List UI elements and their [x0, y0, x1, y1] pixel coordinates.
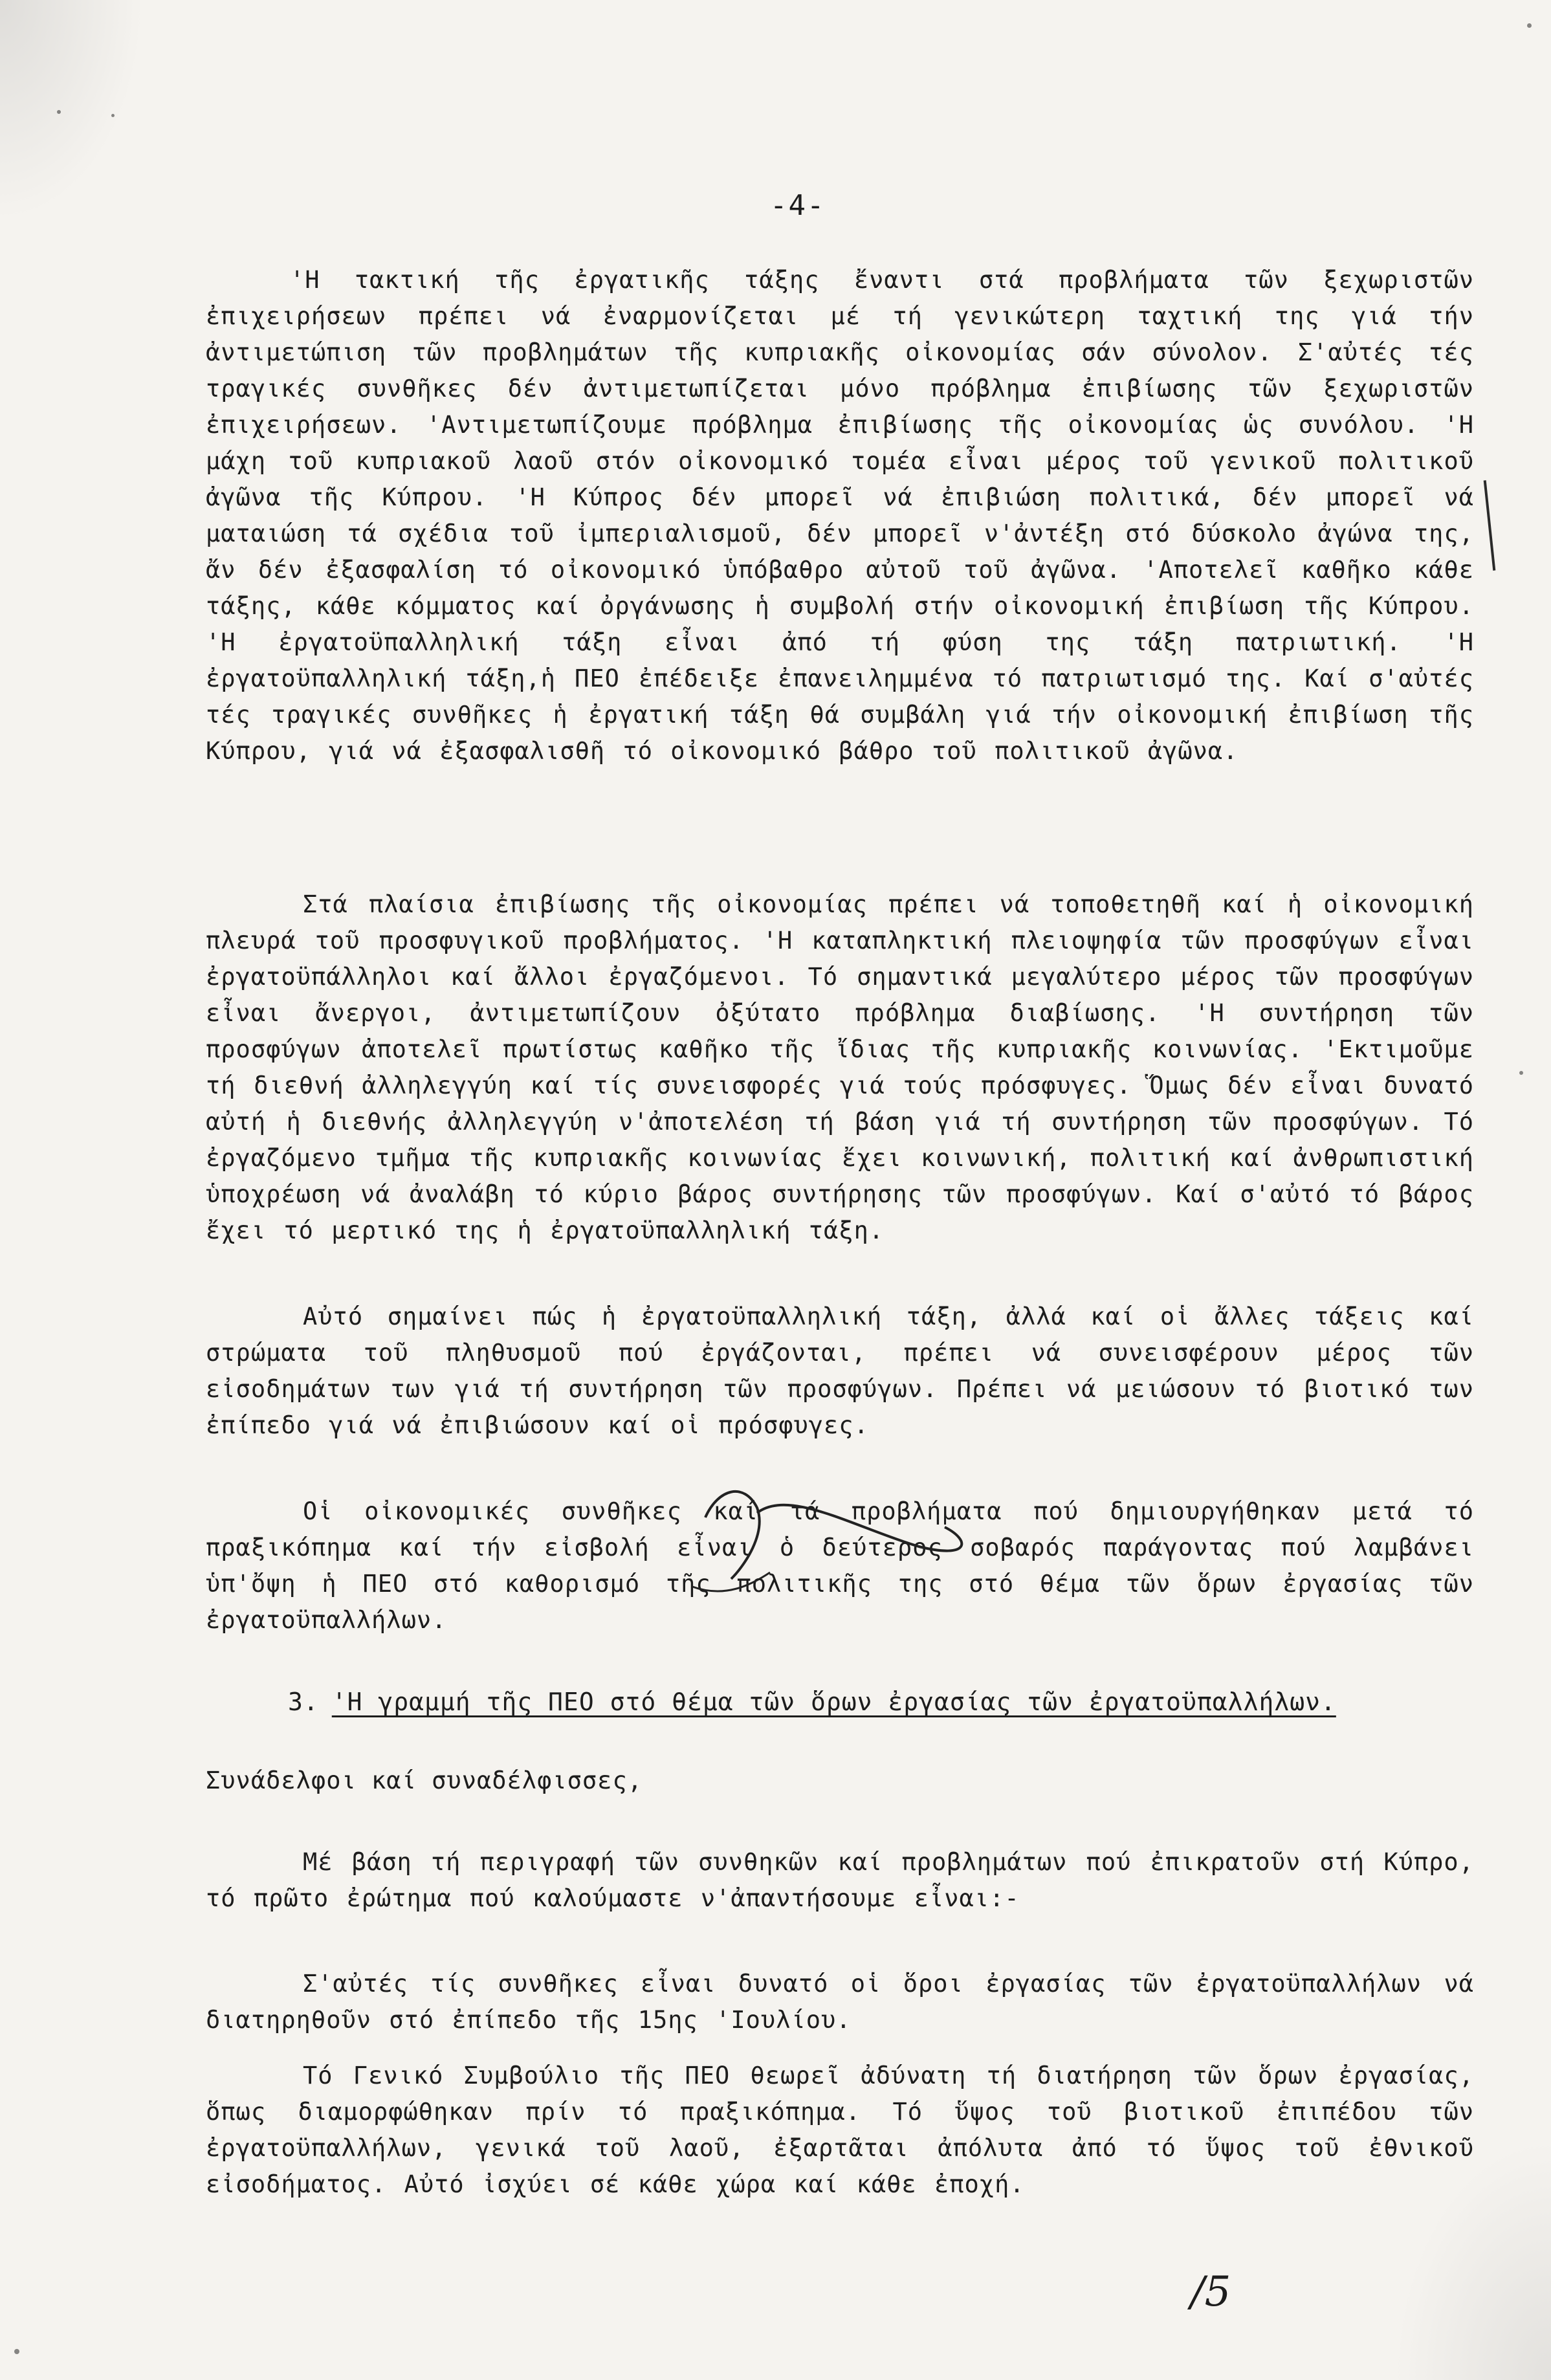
section-heading — [288, 1688, 1336, 1716]
section-title: 'Η γραμμή τῆς ΠΕΟ στό θέμα τῶν ὅρων ἐργασίας τῶν ἐργατοϋπαλλήλων. — [331, 1688, 1336, 1716]
paragraph-income-contribution: Αὐτό σημαίνει πώς ἡ ἐργατοϋπαλληλική τάξη, ἀλλά καί οἱ ἄλλες τάξεις καί στρώματα τοῦ πληθυσμοῦ πού ἐργάζονται, πρέπει νά συνεισφέρουν μέρος τῶν εἰσοδημάτων των γιά τή συντήρηση τῶν προσφύγων. Πρέπει νά μειώσουν τό βιοτικό των ἐπίπεδο γιά νά ἐπιβιώσουν καί οἱ πρόσφυγες. — [206, 1303, 1474, 1439]
page-number: -4- — [770, 189, 826, 222]
paragraph-general-council: Τό Γενικό Συμβούλιο τῆς ΠΕΟ θεωρεῖ ἀδύνατη τή διατήρηση τῶν ὅρων ἐργασίας, ὅπως διαμορφώθηκαν πρίν τό πραξικόπημα. Τό ὕψος τοῦ βιοτικοῦ ἐπιπέδου τῶν ἐργατοϋπαλλήλων, γενικά τοῦ λαοῦ, ἐξαρτᾶται ἀπόλυτα ἀπό τό ὕψος τοῦ ἐθνικοῦ εἰσοδήματος. Αὐτό ἰσχύει σέ κάθε χώρα καί κάθε ἐποχή. — [206, 2062, 1474, 2198]
paragraph-refugees: Στά πλαίσια ἐπιβίωσης τῆς οἰκονομίας πρέπει νά τοποθετηθῆ καί ἡ οἰκονομική πλευρά τοῦ προσφυγικοῦ προβλήματος. 'Η καταπληκτική πλειοψηφία τῶν προσφύγων εἶναι ἐργατοϋπάλληλοι καί ἄλλοι ἐργαζόμενοι. Τό σημαντικά μεγαλύτερο μέρος τῶν προσφύγων εἶναι ἄνεργοι, ἀντιμετωπίζουν ὀξύτατο πρόβλημα διαβίωσης. 'Η συντήρηση τῶν προσφύγων ἀποτελεῖ πρωτίστως καθῆκο τῆς ἴδιας τῆς κυπριακῆς κοινωνίας. 'Εκτιμοῦμε τή διεθνή ἀλληλεγγύη καί τίς συνεισφορές γιά τούς πρόσφυγες. Ὅμως δέν εἶναι δυνατό αὐτή ἡ διεθνής ἀλληλεγγύη ν'ἀποτελέση τή βάση γιά τή συντήρηση τῶν προσφύγων. Τό ἐργαζόμενο τμῆμα τῆς κυπριακῆς κοινωνίας ἔχει κοινωνική, πολιτική καί ἀνθρωπιστική ὑποχρέωση νά ἀναλάβη τό κύριο βάρος συντήρησης τῶν προσφύγων. Καί σ'αὐτό τό βάρος ἔχει τό μερτικό της ἡ ἐργατοϋπαλληλική τάξη. — [206, 890, 1474, 1244]
paragraph-question: Σ'αὐτές τίς συνθῆκες εἶναι δυνατό οἱ ὅροι ἐργασίας τῶν ἐργατοϋπαλλήλων νά διατηρηθοῦν στό ἐπίπεδο τῆς 15ης 'Ιουλίου. — [206, 1970, 1474, 2034]
paper-speck — [14, 2349, 19, 2354]
paper-speck — [1527, 23, 1532, 28]
paragraph-first-question: Μέ βάση τή περιγραφή τῶν συνθηκῶν καί προβλημάτων πού ἐπικρατοῦν στή Κύπρο, τό πρῶτο ἐρώτημα πού καλούμαστε ν'ἀπαντήσουμε εἶναι:- — [206, 1848, 1474, 1912]
margin-pen-mark — [1484, 480, 1496, 571]
continuation-mark: /5 — [1191, 2268, 1231, 2316]
section-number: 3. — [288, 1688, 319, 1716]
paragraph-tactics: 'Η τακτική τῆς ἐργατικῆς τάξης ἔναντι στά προβλήματα τῶν ξεχωριστῶν ἐπιχειρήσεων πρέπει νά ἐναρμονίζεται μέ τή γενικώτερη ταχτική της γιά τήν ἀντιμετώπιση τῶν προβλημάτων τῆς κυπριακῆς οἰκονομίας σάν σύνολον. Σ'αὐτές τές τραγικές συνθῆκες δέν ἀντιμετωπίζεται μόνο πρόβλημα ἐπιβίωσης τῶν ξεχωριστῶν ἐπιχειρήσεων. 'Αντιμετωπίζουμε πρόβλημα ἐπιβίωσης τῆς οἰκονομίας ὡς συνόλου. 'Η μάχη τοῦ κυπριακοῦ λαοῦ στόν οἰκονομικό τομέα εἶναι μέρος τοῦ γενικοῦ πολιτικοῦ ἀγῶνα τῆς Κύπρου. 'Η Κύπρος δέν μπορεῖ νά ἐπιβιώση πολιτικά, δέν μπορεῖ νά ματαιώση τά σχέδια τοῦ ἰμπεριαλισμοῦ, δέν μπορεῖ ν'ἀντέξη στό δύσκολο ἀγώνα της, ἄν δέν ἐξασφαλίση τό οἰκονομικό ὑπόβαθρο αὐτοῦ τοῦ ἀγῶνα. 'Αποτελεῖ καθῆκο κάθε τάξης, κάθε κόμματος καί ὀργάνωσης ἡ συμβολή στήν οἰκονομική ἐπιβίωση τῆς Κύπρου. 'Η ἐργατοϋπαλληλική τάξη εἶναι ἀπό τή φύση της τάξη πατριωτική. 'Η ἐργατοϋπαλληλική τάξη,ἡ ΠΕΟ ἐπέδειξε ἐπανειλημμένα τό πατριωτισμό της. Καί σ'αὐτές τές τραγικές συνθῆκες ἡ ἐργατική τάξη θά συμβάλη γιά τήν οἰκονομική ἐπιβίωση τῆς Κύπρου, γιά νά ἐξασφαλισθῆ τό οἰκονομικό βάθρο τοῦ πολιτικοῦ ἀγῶνα. — [206, 266, 1474, 765]
paper-speck — [1519, 1071, 1523, 1075]
paper-speck — [57, 110, 61, 114]
salutation: Συνάδελφοι καί συναδέλφισσες, — [206, 1767, 643, 1794]
paper-speck — [111, 114, 115, 117]
paragraph-economic-conditions: Οἱ οἰκονομικές συνθῆκες καί τά προβλήματα πού δημιουργήθηκαν μετά τό πραξικόπημα καί τήν εἰσβολή εἶναι ὁ δεύτερος σοβαρός παράγοντας πού λαμβάνει ὑπ'ὄψη ἡ ΠΕΟ στό καθορισμό τῆς πολιτικῆς της στό θέμα τῶν ὅρων ἐργασίας τῶν ἐργατοϋπαλλήλων. — [206, 1497, 1474, 1634]
